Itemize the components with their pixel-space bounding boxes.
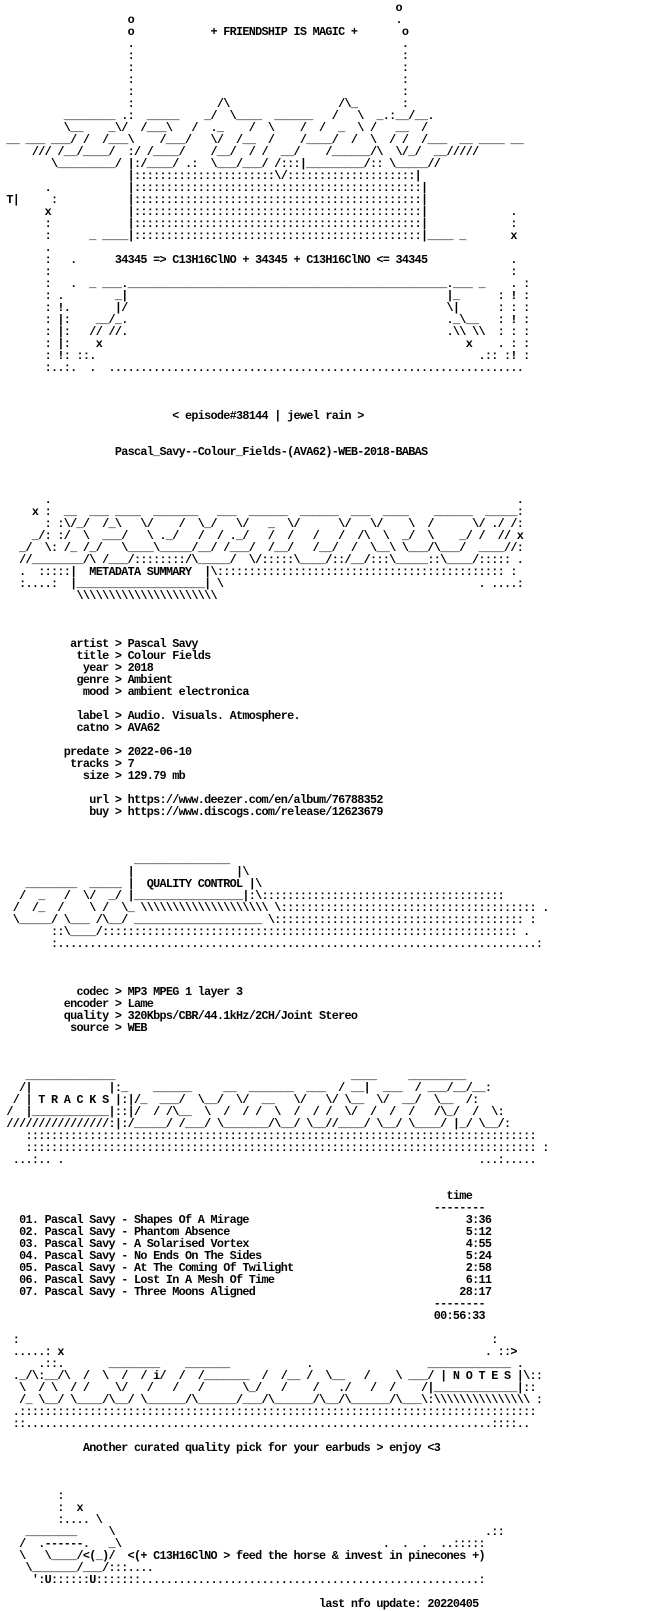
nfo-line: / _ / \/ _/ |_________________|:\:::::::::::::::::::::::::::::::::::::: <box>0 889 504 903</box>
nfo-line: size > 129.79 mb <box>0 769 185 783</box>
nfo-line: | |\ <box>0 865 249 879</box>
nfo-line: 06. Pascal Savy - Lost In A Mesh Of Time 6:11 <box>0 1273 492 1287</box>
nfo-line <box>0 1454 648 1466</box>
nfo-line: predate > 2022-06-10 <box>0 745 192 759</box>
nfo-line: -------- <box>0 1201 485 1215</box>
nfo-line <box>0 386 648 398</box>
nfo-line: artist > Pascal Savy <box>0 637 198 651</box>
nfo-line: :..:. . ................................................................. <box>0 361 524 375</box>
nfo-line: : |: __/_. ._\__ : ! : <box>0 313 530 327</box>
nfo-line: ':U::::::U:::::::.....................................................: <box>0 1573 485 1587</box>
nfo-line: \ \____/<(_)/ <(+ C13H16ClNO > feed the horse & invest in pinecones +) <box>0 1549 485 1563</box>
nfo-line: 00:56:33 <box>0 1309 485 1323</box>
nfo-line: ._/\:__/\ / \ / / i/ / /_______ / /__ / \__ / \ ___/ | N O T E S |\:: <box>0 1369 543 1383</box>
nfo-line: . <box>0 241 52 255</box>
nfo-line: : :\/_/ /_\ \/ / \_/ \/ _ \/ \/ \/ \ / \/ ./ /: <box>0 517 524 531</box>
nfo-line: /// /__/____/ :/ /____/ /__/ / / __/ /______/\ \/_/ __///// <box>0 145 479 159</box>
nfo-line <box>0 470 648 482</box>
nfo-line: buy > https://www.discogs.com/release/12623679 <box>0 805 383 819</box>
nfo-line <box>0 1046 648 1058</box>
nfo-line: source > WEB <box>0 1021 147 1035</box>
nfo-line <box>0 374 648 386</box>
nfo-line: : . _| |_ : ! : <box>0 289 530 303</box>
nfo-line <box>0 602 648 614</box>
nfo-line: : : <box>0 49 409 63</box>
nfo-line: ::.........................................................................::::.. <box>0 1417 530 1431</box>
nfo-line: label > Audio. Visuals. Atmosphere. <box>0 709 300 723</box>
nfo-line: \ / \ / / \/ / / / \_/ / / ./ / / /|_____________|:: <box>0 1381 536 1395</box>
nfo-line: ________ _____ | QUALITY CONTROL |\ <box>0 877 262 891</box>
nfo-line: codec > MP3 MPEG 1 layer 3 <box>0 985 243 999</box>
nfo-line: catno > AVA62 <box>0 721 160 735</box>
nfo-line: ______________ ____ _________ <box>0 1069 466 1083</box>
nfo-line: : |:::::::::::::::::::::::::::::::::::::::::::::| : <box>0 217 517 231</box>
nfo-line: /_ \__/ \____/\__/ \______/\______/___/\______/\__/\______/\___\:\\\\\\\\\\\\\\\ : <box>0 1393 543 1407</box>
nfo-line: : _ ____|:::::::::::::::::::::::::::::::::::::::::::::|____ _ x <box>0 229 517 243</box>
nfo-line: \__ _\/ /___\ / ._ / \ / / _ \ / __ / <box>0 121 428 135</box>
nfo-line: //________/\ /___/::::::::/\_____/ \/:::::\____/::/__/:::\_____::\____/::::: . <box>0 553 524 567</box>
nfo-line: __ ___ ___/ / /___\ /___/ \/ /__ / /____/ / \ / / /___ __ ____ __ <box>0 133 524 147</box>
nfo-line: url > https://www.deezer.com/en/album/76788352 <box>0 793 383 807</box>
nfo-line: year > 2018 <box>0 661 154 675</box>
nfo-line: Pascal_Savy--Colour_Fields-(AVA62)-WEB-2018-BABAS <box>0 445 428 459</box>
nfo-line: T| : |:::::::::::::::::::::::::::::::::::::::::::::| <box>0 193 428 207</box>
nfo-line: -------- <box>0 1297 485 1311</box>
nfo-line: / |____________|::|/ / /\__ \ / / / \ / / / \/ / / / /\_/ / \: <box>0 1105 504 1119</box>
nfo-line: _/: :/ \ ___/ \ ._/ / / ._/ / / / / /\ \ _/ \ _/ / // x <box>0 529 524 543</box>
nfo-line: \_____/ \___ /\__/ ____________________ \::::::::::::::::::::::::::::::::::::::: : <box>0 913 536 927</box>
nfo-line <box>0 1586 648 1598</box>
nfo-line <box>0 818 648 830</box>
nfo-line: : : <box>0 1333 498 1347</box>
nfo-line: time <box>0 1189 473 1203</box>
nfo-line: Another curated quality pick for your earbuds > enjoy <3 <box>0 1441 441 1455</box>
nfo-line: \_______/___/:::.... <box>0 1561 154 1575</box>
nfo-line: : /\ /\_ : <box>0 97 409 111</box>
nfo-line: genre > Ambient <box>0 673 173 687</box>
nfo-line: quality > 320Kbps/CBR/44.1kHz/2CH/Joint Stereo <box>0 1009 358 1023</box>
nfo-line: x : __ ___ ____ _______ ___ ______ ______ ___ ____ ______ _____: <box>0 505 524 519</box>
nfo-line <box>0 614 648 626</box>
nfo-line: ////////////////:|:/_____/ /___/ \_______/\__/ \__//____/ \__/ \____/ |_/ \__/: <box>0 1117 511 1131</box>
nfo-line: 07. Pascal Savy - Three Moons Aligned 28:17 <box>0 1285 492 1299</box>
nfo-line <box>0 422 648 434</box>
nfo-line: : : <box>0 85 409 99</box>
nfo-line: ________ \ .:: <box>0 1525 504 1539</box>
nfo-line: \\\\\\\\\\\\\\\\\\\\\\ <box>0 589 217 603</box>
nfo-line: :....: |____________________| \ . ....: <box>0 577 524 591</box>
nfo-line: o + FRIENDSHIP IS MAGIC + o <box>0 25 409 39</box>
nfo-line: . :::::| METADATA SUMMARY |\::::::::::::::::::::::::::::::::::::::::::::: : <box>0 565 517 579</box>
nfo-line: / .------. _\ . . . ..::::: <box>0 1537 485 1551</box>
nfo-line: : |: // //. .\\ \\ : : : <box>0 325 530 339</box>
nfo-line: < episode#38144 | jewel rain > <box>0 409 364 423</box>
nfo-line: .....: x . ::> <box>0 1345 517 1359</box>
nfo-line: 02. Pascal Savy - Phantom Absence 5:12 <box>0 1225 492 1239</box>
nfo-line: x |:::::::::::::::::::::::::::::::::::::::::::::| . <box>0 205 517 219</box>
nfo-line: . |:::::::::::::::::::::::::::::::::::::::::::::| <box>0 181 428 195</box>
nfo-line: / /_ / \ / \_ \\\\\\\\\\\\\\\\\\\\ \:::::::::::::::::::::::::::::::::::::::: . <box>0 901 549 915</box>
nfo-line: . . <box>0 493 524 507</box>
nfo-line: _/ \: /_ /_/ \____\_____/__/ /___/ /__/ /__/ / \__\ \___/\___/ ____//: <box>0 541 524 555</box>
nfo-line: mood > ambient electronica <box>0 685 249 699</box>
nfo-line: 04. Pascal Savy - No Ends On The Sides 5:24 <box>0 1249 492 1263</box>
nfo-line: _______________ <box>0 853 230 867</box>
nfo-line: 05. Pascal Savy - At The Coming Of Twilight 2:58 <box>0 1261 492 1275</box>
nfo-line: title > Colour Fields <box>0 649 211 663</box>
nfo-line: : <box>0 1489 64 1503</box>
nfo-line <box>0 1034 648 1046</box>
nfo-line: .::::::::::::::::::::::::::::::::::::::::::::::::::::::::::::::::::::::::::::::::: <box>0 1405 536 1419</box>
nfo-line: last nfo update: 20220405 <box>0 1597 479 1611</box>
nfo-line: ::\____/::::::::::::::::::::::::::::::::::::::::::::::::::::::::::::::::: . <box>0 925 530 939</box>
nfo-line: : !. |/ \| : : : <box>0 301 530 315</box>
nfo-line <box>0 950 648 962</box>
nfo-line: encoder > Lame <box>0 997 154 1011</box>
nfo-line: :::::::::::::::::::::::::::::::::::::::::::::::::::::::::::::::::::::::::::::::: <box>0 1129 536 1143</box>
nfo-line: : . _ ___.__________________________________________________.___ _ . : <box>0 277 530 291</box>
nfo-line: : !: ::. .:: :! : <box>0 349 530 363</box>
nfo-line <box>0 1466 648 1478</box>
nfo-text <box>0 2 648 1610</box>
nfo-line: : : <box>0 73 409 87</box>
nfo-line <box>0 830 648 842</box>
nfo-line: : : <box>0 265 517 279</box>
nfo-line: \_________/ |:/____/ .: \___/___/ /:::|_________/:: \_____// <box>0 157 441 171</box>
nfo-line: /| |:_ ______ __ _______ ___ / __| ___ / ___/__/__: <box>0 1081 492 1095</box>
nfo-line: : . 34345 => C13H16ClNO + 34345 + C13H16ClNO <= 34345 . <box>0 253 517 267</box>
nfo-line: .::. ________ _______ . _____________ . <box>0 1357 524 1371</box>
nfo-line: 01. Pascal Savy - Shapes Of A Mirage 3:36 <box>0 1213 492 1227</box>
nfo-line: / | T R A C K S |:|/_ ___/ \__/ \/ __ \/ \/ \__ \/ __/ \__ /: <box>0 1093 479 1107</box>
nfo-line: :.... \ <box>0 1513 103 1527</box>
nfo-line: :::::::::::::::::::::::::::::::::::::::::::::::::::::::::::::::::::::::::::::::: : <box>0 1141 549 1155</box>
nfo-line: ________ .: _____ _/ \____ ______ / \ _.:__/__. <box>0 109 434 123</box>
nfo-line <box>0 458 648 470</box>
nfo-line: o <box>0 1 402 15</box>
nfo-line <box>0 962 648 974</box>
nfo-line: . . <box>0 37 409 51</box>
nfo-line: :...........................................................................: <box>0 937 543 951</box>
nfo-line: 03. Pascal Savy - A Solarised Vortex 4:55 <box>0 1237 492 1251</box>
nfo-line <box>0 1478 648 1490</box>
nfo-line: : |: x x . : : <box>0 337 530 351</box>
nfo-line: tracks > 7 <box>0 757 134 771</box>
nfo-line: o . <box>0 13 402 27</box>
nfo-line: |::::::::::::::::::::::\/::::::::::::::::::::| <box>0 169 422 183</box>
nfo-line <box>0 1166 648 1178</box>
nfo-line: : x <box>0 1501 83 1515</box>
nfo-line: ...:.. . ...:..... <box>0 1153 536 1167</box>
nfo-line: : : <box>0 61 409 75</box>
